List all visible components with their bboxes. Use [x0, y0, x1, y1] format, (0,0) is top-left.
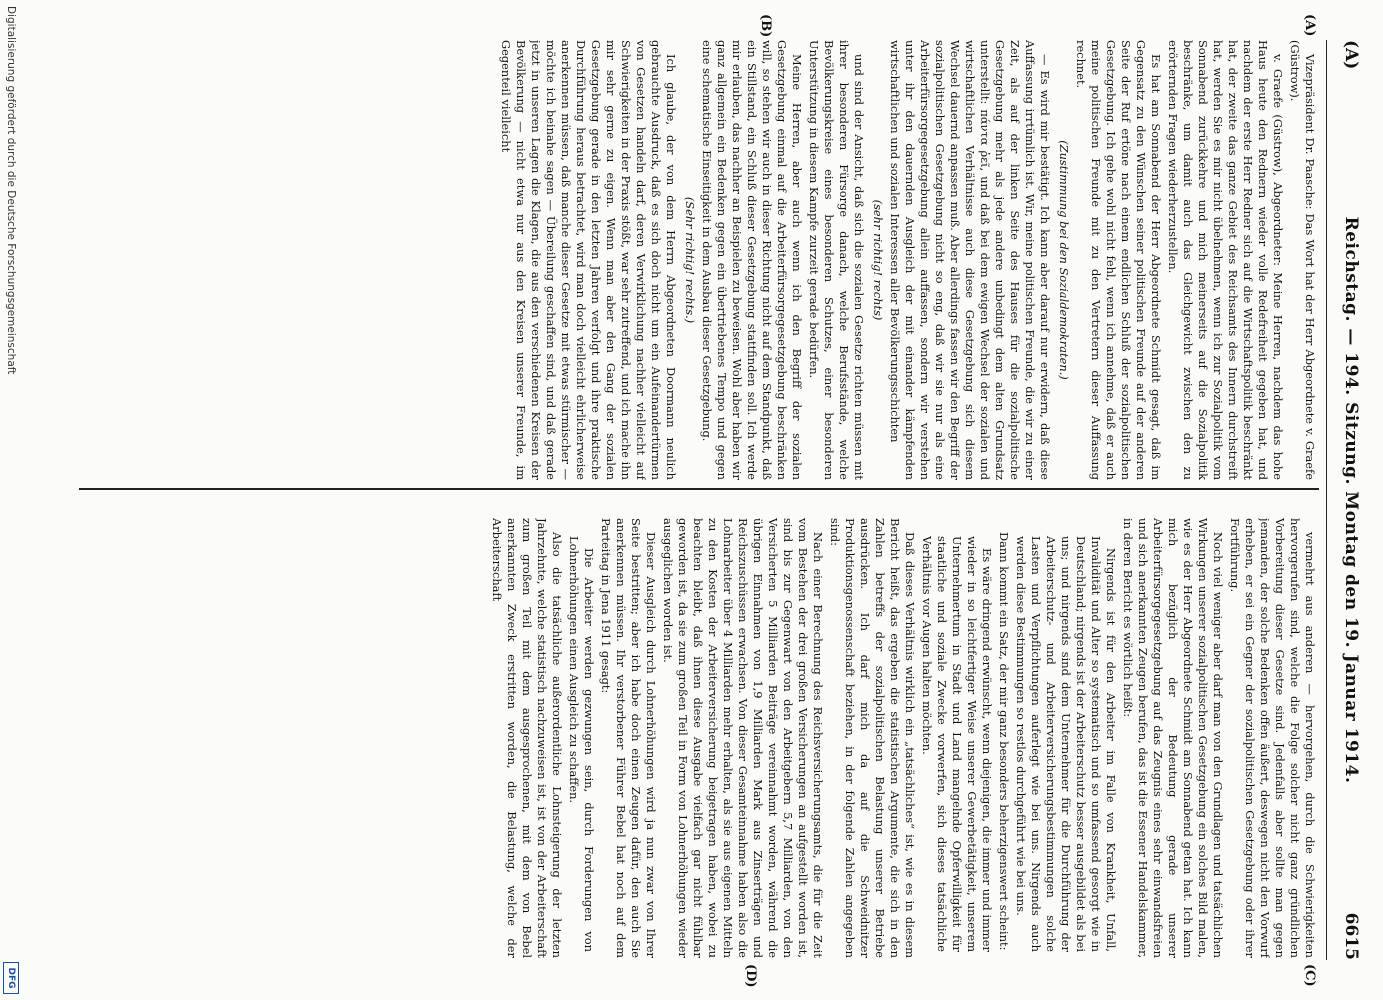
paragraph: Nach einer Berechnung des Reichsversicherungsamts, die für die Zeit vom Bestehen der drei großen Versicherungen an aufgestellt worden ist, sind bis zur Gegenwart von den Arbeitgebern 5,7 Milliarden, von den Versicherten 5 Milliarden Beiträge vereinnahmt worden, während die übrigen Einnahmen von 1,9 Milliarden Mark aus Zinserträgen und Reichszuschüssen erwachsen. Von dieser Gesamteinnahme haben also die Lohnarbeiter über 4 Milliarden mehr erhalten, als sie aus eigenen Mitteln zu den Kosten der Arbeiterversicherung beigetragen haben, wobei zu beachten bleibt, daß ihnen diese Ausgabe vielfach gar nicht fühlbar geworden ist, da sie zum großen Teil in Form von Lohnerhöhungen wieder ausgeglichen worden ist.: [661, 518, 825, 958]
page-number: 6615: [1341, 912, 1361, 960]
paragraph: Dieser Ausgleich durch Lohnerhöhungen wird ja nun zwar von Ihrer Seite bestritten; aber ich habe doch einen Zeugen dafür, den auch Sie anerkennen müssen. Ihr verstorbener Führer Bebel hat noch auf dem Parteitag in Jena 1911 gesagt:: [599, 518, 658, 958]
header-rule: [1326, 40, 1327, 960]
left-text-column: [77, 40, 1317, 480]
paragraph: Ich glaube, der von dem Herrn Abgeordneten Doormann neulich gebrauchte Ausdruck, daß es sich doch nicht um ein Aufeinandertürmen von Gesetzen handeln darf, deren Verwirklichung nachher vielleicht auf Schwierigkeiten in der Praxis stößt, war sehr zutreffend, und ich mache ihn mir sehr gerne zu eigen. Wenn man aber den Gang der sozialen Gesetzgebung gerade in den letzten Jahren verfolgt und ihre praktische Durchführung heraus betrachtet, wird man doch vielleicht ehrlicherweise anerkennen müssen, daß manche dieser Gesetze mit etwas stürmischer — möchte ich beinahe sagen — Übereilung geschaffen sind, und daß gerade jetzt in unseren Lagen die Klagen, die aus den verschiedenen Kreisen der Bevölkerung — nicht etwa nur aus den Kreisen unserer Freunde, im Gegenteil vielleicht: [499, 40, 678, 480]
paragraph: Es hat am Sonnabend der Herr Abgeordnete Schmidt gesagt, daß im Gegensatz zu den Wünschen seiner politischen Freunde auf der anderen Seite der Ruf ertöne nach einem endlichen Schluß der sozialpolitischen Gesetzgebung. Ich gehe wohl nicht fehl, wenn ich annehme, daß er auch meine politischen Freunde mit zu den Vertretern dieser Auffassung rechnet.: [1074, 40, 1163, 480]
paragraph: — Es wird mir bestätigt. Ich kann aber darauf nur erwidern, daß diese Auffassung irrtümlich ist. Wir, meine politischen Freunde, die wir zu einer Zeit, als auf der linken Seite des Hauses für die sozialpolitische Gesetzgebung mehr als jede andere unbedingt dem alten Grundsatz unterstellt: πάντα ῥεῖ, und daß bei dem ewigen Wechsel der sozialen und wirtschaftlichen Verhältnisse auch diese Gesetzgebung sich diesem Wechsel dauernd anpassen muß. Aber allerdings fassen wir den Begriff der sozialpolitischen Gesetzgebung nicht so eng, daß wir sie nur als eine Arbeiterfürsorgegesetzgebung allein auffassen, sondern wir verstehen unter ihr den dauernden Ausgleich der mit einander kämpfenden wirtschaftlichen und sozialen Interessen aller Bevölkerungsschichten: [888, 40, 1052, 480]
quoted-passage: Nirgends ist für den Arbeiter im Falle von Krankheit, Unfall, Invalidität und Alter so systematisch und so umfassend gesorgt wie in Deutschland; nirgends ist der Arbeiterschutz besser ausgebildet als bei uns; und nirgends sind dem Unternehmer für die Durchführung der Arbeiterschutz- und Arbeiterversicherungsbestimmungen solche Lasten und Verpflichtungen auferlegt wie bei uns. Nirgends auch werden diese Bestimmungen so restlos durchgeführt wie bei uns.: [1014, 536, 1118, 952]
paragraph: Meine Herren, aber auch wenn ich den Begriff der sozialen Gesetzgebung einmal auf die Arbeiterfürsorgegesetzgebung beschränken will, so stehen wir auch in dieser Richtung nicht auf dem Standpunkt, daß ein Stillstand, ein Schluß dieser Gesetzgebung stattfinden soll. Ich werde mir erlauben, das nachher an Beispielen zu beweisen. Wohl aber haben wir ganz allgemein ein Bedenken gegen ein übertriebenes Tempo und gegen eine schematische Einseitigkeit in dem Ausbau dieser Gesetzgebung.: [700, 40, 804, 480]
right-text-column: [77, 518, 1317, 958]
margin-marker-b: (B): [758, 14, 773, 38]
paragraph: Dann kommt ein Satz, der mir ganz besonders beherzigenswert scheint:: [997, 532, 1011, 951]
paragraph: v. Graefe (Güstrow), Abgeordneter: Meine Herren, nachdem das hohe Haus heute den Rednern wieder volle Redefreiheit gegeben hat, und nachdem der erste Herr Redner sich auf die Wirtschaftspolitik beschränkt hat, der zweite das ganze Gebiet des Reichsamts des Innern durchstreift hat, werden Sie es mir nicht übelnehmen, wenn ich zur Sozialpolitik vom Sonnabend zurückkehre und mich meinerseits auf die Sozialpolitik beschränke, um damit auch das Gleichgewicht zwischen den zu erörternden Fragen wiederherzustellen.: [1166, 40, 1285, 480]
quoted-passage: Die Arbeiter werden gezwungen sein, durch Forderungen von Lohnerhöhungen einen Ausgleich zu schaffen.: [567, 536, 596, 952]
quoted-passage: Es wäre dringend erwünscht, wenn diejenigen, die immer und immer wieder in so leichtfertiger Weise unserer Gewerbetätigkeit, unserem Unternehmertum in Stadt und Land mangelnde Opferwilligkeit für staatliche und soziale Zwecke vorwerfen, sich dieses tatsächliche Verhältnis vor Augen halten möchten.: [920, 536, 994, 952]
speaker-line: Vizepräsident Dr. Paasche: Das Wort hat der Herr Abgeordnete v. Graefe (Güstrow).: [1288, 40, 1317, 480]
running-title: Reichstag. — 194. Sitzung. Montag den 19. Januar 1914.: [1341, 216, 1361, 784]
section-marker: (A): [1341, 40, 1361, 70]
column-divider: [79, 488, 1319, 490]
paragraph: Daß dieses Verhältnis wirklich ein „tatsächliches“ ist, wie es in diesem Bericht heißt, das ergeben die statistischen Argumente, die sich in den Zahlen betreffs der sozialpolitischen Belastung unserer Betriebe ausdrücken. Ich darf mich da auf die Schweidnitzer Produktionsgenossenschaft beziehen, in der folgende Zahlen angegeben sind:: [828, 518, 917, 958]
margin-marker-d: (D): [743, 964, 758, 988]
paragraph: und sind der Ansicht, daß sich die sozialen Gesetze richten müssen mit ihrer besonderen Fürsorge danach, welche Berufsstände, welche Bevölkerungskreise eines besonderen Schutzes, einer besonderen Unterstützung in diesem Kampfe zurzeit gerade bedürfen.: [807, 40, 866, 480]
paragraph: vermehrt aus anderen — hervorgehen, durch die Schwierigkeiten hervorgerufen sind, welche die Folge solcher nicht ganz gründlichen Vorbereitung dieser Gesetze sind. Jedenfalls aber sollte man gegen jemanden, der solche Bedenken offen äußert, deswegen nicht den Vorwurf erheben, er sei ein Gegner der sozialpolitischen Gesetzgebung oder ihrer Fortführung.: [1228, 518, 1317, 958]
stage-direction: (Sehr richtig! rechts.): [683, 196, 697, 324]
stage-direction: (sehr richtig! rechts): [871, 199, 885, 321]
digitization-credit: Digitalisierung gefördert durch die Deutsche Forschungsgemeinschaft: [5, 6, 17, 375]
page-header: [1329, 40, 1369, 960]
stage-direction: (Zustimmung bei den Sozialdemokraten.): [1057, 140, 1071, 380]
paragraph: Noch viel weniger aber darf man von den Grundlagen und tatsächlichen Wirkungen unserer sozialpolitischen Gesetzgebung ein solches Bild malen, wie es der Herr Abgeordnete Schmidt am Sonnabend getan hat. Ich kann mich bezüglich der Bedeutung gerade unserer Arbeiterfürsorgegesetzgebung auf das Zeugnis eines sehr einwandsfreien und sich anerkannten Zeugen berufen, das ist die Essener Handelskammer, in deren Bericht es wörtlich heißt:: [1121, 518, 1225, 958]
margin-marker-a: (A): [1302, 14, 1317, 37]
margin-marker-c: (C): [1302, 964, 1317, 987]
paragraph: Also die tatsächliche außerordentliche Lohnsteigerung der letzten Jahrzehnte, welche statistisch nachzuweisen ist, ist von der Arbeiterschaft zum großen Teil mit dem ausgesprochenen, mit dem von Bebel anerkannten Zweck erstritten worden, die Belastung, welche der Arbeiterschaft: [490, 518, 564, 958]
dfg-logo: DFG: [3, 962, 19, 994]
